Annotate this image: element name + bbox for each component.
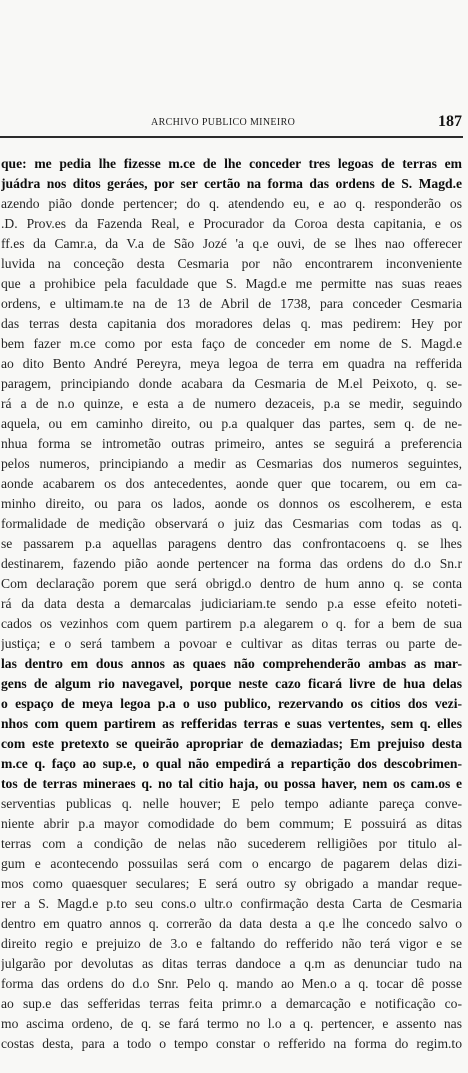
text-line: aonde acabarem os dos antecedentes, aonde quer que tocarem, ou em ca- bbox=[1, 476, 462, 491]
text-line: bem fazer m.ce como por esta faço de conceder em nome de S. Magd.e bbox=[1, 336, 462, 351]
text-line: las dentro em dous annos as quaes não comprehenderão ambas as mar- bbox=[1, 656, 462, 671]
text-line: nhua forma se intrometão outras primeiro, antes se seguirá a preferencia bbox=[1, 436, 462, 451]
text-line: rer a S. Magd.e p.to seu cons.o ultr.o confirmação desta Carta de Cesmaria bbox=[1, 896, 462, 911]
text-line: azendo pião donde pertencer; do q. atendendo eu, e ao q. responderão os bbox=[1, 196, 462, 211]
text-line: formalidade de medição observará o juiz das Cesmarias com todas as q. bbox=[1, 516, 462, 531]
text-line: Com declaração porem que será obrigd.o dentro de hum anno q. se conta bbox=[1, 576, 462, 591]
text-line: pelos numeros, principiando a medir as Cesmarias dos numeros seguintes, bbox=[1, 456, 462, 471]
text-line: ordens, e ultimam.te na de 13 de Abril de 1738, para conceder Cesmaria bbox=[1, 296, 462, 311]
text-line: aquela, ou em caminho direito, ou p.a qualquer das partes, sem q. de ne- bbox=[1, 416, 462, 431]
document-body bbox=[1, 154, 462, 1054]
text-line: das terras desta capitania dos moradores delas q. mas pedirem: Hey por bbox=[1, 316, 462, 331]
text-line: .D. Prov.es da Fazenda Real, e Procurador da Coroa desta capitania, e os bbox=[1, 216, 462, 231]
page-number: 187 bbox=[438, 113, 462, 130]
text-line: luvida na conceção desta Cesmaria por não encontrarem inconveniente bbox=[1, 256, 462, 271]
text-line: terras com a condição de nelas não sucederem relligiões por titulo al- bbox=[1, 836, 462, 851]
text-line: minho direito, ou para os lados, aonde os donnos os escolherem, e esta bbox=[1, 496, 462, 511]
text-line: niente abrir p.a mayor comodidade do bem commum; E possuirá as ditas bbox=[1, 816, 462, 831]
text-line: se passarem p.a aquellas paragens dentro das confrontacoens q. se lhes bbox=[1, 536, 462, 551]
text-line: que a prohibice pela faculdade que S. Magd.e me permitte nas suas reaes bbox=[1, 276, 462, 291]
text-line: serventias publicas q. nelle houver; E pelo tempo adiante pareça conve- bbox=[1, 796, 462, 811]
running-header-title: ARCHIVO PUBLICO MINEIRO bbox=[151, 117, 296, 128]
text-line: mo ascima ordeno, de q. se fará termo no l.o a q. pertencer, e assento nas bbox=[1, 1016, 462, 1031]
text-line: juádra nos ditos geráes, por ser certão na forma das ordens de S. Magd.e bbox=[1, 176, 462, 191]
text-line: o espaço de meya legoa p.a o uso publico, rezervando os citios dos vezi- bbox=[1, 696, 462, 711]
text-line: forma das ordens do d.o Snr. Pelo q. mando ao Men.o a q. tocar dê posse bbox=[1, 976, 462, 991]
text-line: paragem, principiando donde acabara da Cesmaria de M.el Peixoto, q. se- bbox=[1, 376, 462, 391]
text-line: ao sup.e das sefferidas terras feita primr.o a demarcação e notificação co- bbox=[1, 996, 462, 1011]
text-line: m.ce q. faço ao sup.e, o qual não empedirá a repartição dos descobrimen- bbox=[1, 756, 462, 771]
text-line: dentro em quatro annos q. correrão da data desta a q.e lhe concedo salvo o bbox=[1, 916, 462, 931]
header-divider bbox=[0, 136, 463, 138]
text-line: costas desta, para a todo o tempo constar o refferido na forma do regim.to bbox=[1, 1036, 462, 1051]
text-line: gens de algum rio navegavel, porque neste cazo ficará livre de hua delas bbox=[1, 676, 462, 691]
text-line: destinarem, fazendo pião aonde pertencer na forma das ordens do d.o Sn.r bbox=[1, 556, 462, 571]
text-line: com este pretexto se queirão apropriar de demaziadas; Em prejuiso desta bbox=[1, 736, 462, 751]
text-line: mos como quaesquer seculares; E será outro sy obrigado a mandar reque- bbox=[1, 876, 462, 891]
text-line: rá a de n.o quinze, e esta a de numero dezaceis, p.a se medir, seguindo bbox=[1, 396, 462, 411]
text-line: que: me pedia lhe fizesse m.ce de lhe conceder tres legoas de terras em bbox=[1, 156, 462, 171]
text-line: gum e acontecendo possuilas será com o encargo de pagarem delas dizi- bbox=[1, 856, 462, 871]
text-line: cados os vezinhos com quem partirem p.a alegarem o q. for a bem de sua bbox=[1, 616, 462, 631]
text-line: tos de terras mineraes q. no tal citio haja, ou possa haver, nem os cam.os e bbox=[1, 776, 462, 791]
text-line: ff.es da Camr.a, da V.a de São Jozé 'a q.e ouvi, de se lhes nao offerecer bbox=[1, 236, 462, 251]
text-line: rá da data desta a demarcalas judiciariam.te sendo p.a esse efeito noteti- bbox=[1, 596, 462, 611]
text-line: justiça; e o será tambem a povoar e cultivar as ditas terras ou parte de- bbox=[1, 636, 462, 651]
text-line: nhos com quem partirem as refferidas terras e suas vertentes, sem q. elles bbox=[1, 716, 462, 731]
text-line: ao dito Bento André Pereyra, meya legoa de terra em quadra na refferida bbox=[1, 356, 462, 371]
text-line: julgarão por devolutas as ditas terras dandoce a q.m as denunciar tudo na bbox=[1, 956, 462, 971]
text-line: direito regio e prejuizo de 3.o e faltando do refferido não terá vigor e se bbox=[1, 936, 462, 951]
